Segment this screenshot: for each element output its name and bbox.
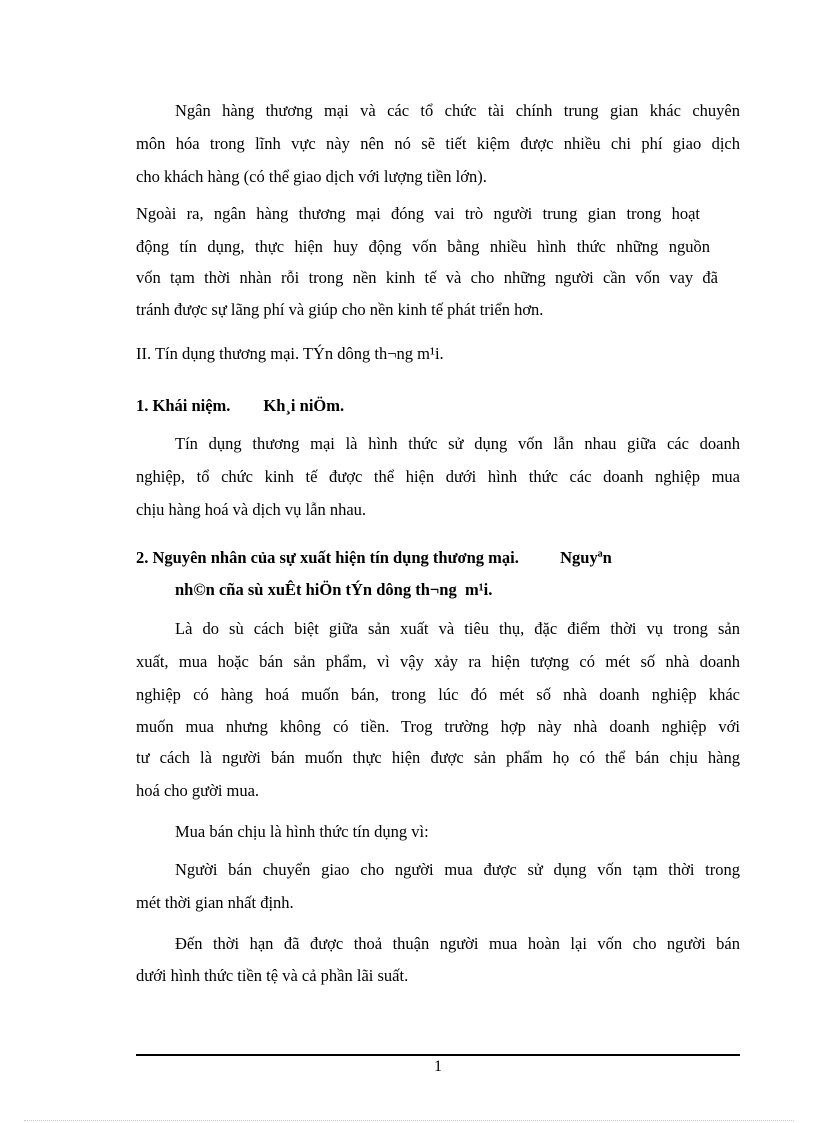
paragraph-line: xuất, mua hoặc bán sản phẩm, vì vậy xảy ra hiện tượng có mét số nhà doanh — [136, 652, 740, 671]
paragraph-line: môn hóa trong lĩnh vực này nên nó sẽ tiết kiệm được nhiều chi phí giao dịch — [136, 134, 740, 153]
paragraph-line: hoá cho gười mua. — [136, 781, 260, 800]
paragraph-line: Đến thời hạn đã được thoả thuận người mua hoàn lại vốn cho người bán — [175, 934, 740, 953]
paragraph-line: Ngoài ra, ngân hàng thương mại đóng vai trò người trung gian trong hoạt — [136, 204, 700, 223]
paragraph-line: mét thời gian nhất định. — [136, 893, 294, 912]
paragraph-line: tránh được sự lãng phí và giúp cho nền kinh tế phát triển hơn. — [136, 300, 544, 319]
paragraph-line: Ngân hàng thương mại và các tổ chức tài chính trung gian khác chuyên — [175, 101, 740, 120]
paragraph-line: dưới hình thức tiền tệ và cả phần lãi suất. — [136, 966, 409, 985]
paragraph-line: chịu hàng hoá và dịch vụ lẫn nhau. — [136, 500, 367, 519]
paragraph-line: tư cách là người bán muốn thực hiện được sản phẩm họ có thể bán chịu hàng — [136, 748, 740, 767]
paragraph-line: Là do sù cách biệt giữa sản xuất và tiêu thụ, đặc điểm thời vụ trong sản — [175, 619, 740, 638]
paragraph-line: nghiệp, tổ chức kinh tế được thể hiện dưới hình thức các doanh nghiệp mua — [136, 467, 740, 486]
paragraph-line: cho khách hàng (có thể giao dịch với lượng tiền lớn). — [136, 167, 487, 186]
paragraph-line: vốn tạm thời nhàn rỗi trong nền kinh tế và cho những người cần vốn vay đã — [136, 268, 718, 287]
section-heading-2: II. Tín dụng thương mại. TÝn dông th¬ng m¹i. — [136, 344, 444, 363]
paragraph-line: Người bán chuyển giao cho người mua được sử dụng vốn tạm thời trong — [175, 860, 740, 879]
paragraph-line: động tín dụng, thực hiện huy động vốn bằng nhiều hình thức những nguồn — [136, 237, 710, 256]
page-number: 1 — [434, 1058, 442, 1075]
section-heading-2-nguyen-nhan: 2. Nguyên nhân của sự xuất hiện tín dụng thương mại. Nguyªn — [136, 548, 612, 567]
section-heading-1-khai-niem: 1. Khái niệm. Kh¸i niÖm. — [136, 396, 345, 415]
footer-rule — [136, 1054, 740, 1056]
paragraph-line: Tín dụng thương mại là hình thức sử dụng vốn lẫn nhau giữa các doanh — [175, 434, 740, 453]
page-edge-dotted-line — [24, 1120, 794, 1121]
paragraph-line: muốn mua nhưng không có tiền. Trog trường hợp này nhà doanh nghiệp với — [136, 717, 740, 736]
section-heading-2-nguyen-nhan-cont: nh©n cña sù xuÊt hiÖn tÝn dông th¬ng m¹i. — [175, 580, 493, 599]
paragraph-line: nghiệp có hàng hoá muốn bán, trong lúc đó mét số nhà doanh nghiệp khác — [136, 685, 740, 704]
paragraph-line: Mua bán chịu là hình thức tín dụng vì: — [175, 822, 429, 841]
